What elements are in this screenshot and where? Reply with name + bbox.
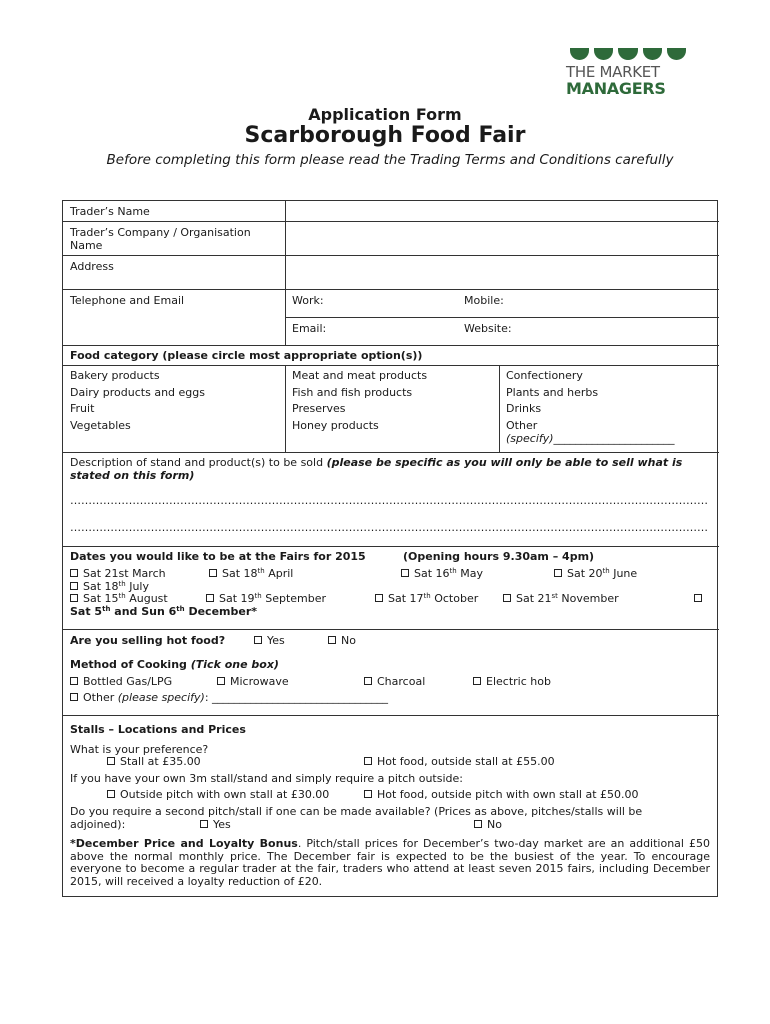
preference-question: What is your preference? [70, 743, 209, 756]
checkbox-icon [217, 677, 225, 685]
description-line-2[interactable]: ………………………………………………………………………………………………………………………………………………………… [70, 521, 708, 534]
food-option[interactable]: Vegetables [70, 419, 131, 432]
checkbox-icon [70, 693, 78, 701]
checkbox-icon [328, 636, 336, 644]
work-phone-label[interactable]: Work: [292, 294, 324, 307]
checkbox-icon [70, 594, 78, 602]
stalls-heading: Stalls – Locations and Prices [70, 723, 246, 736]
date-option-may[interactable]: Sat 16th May [401, 567, 483, 580]
instructions-note: Before completing this form please read the Trading Terms and Conditions carefully [106, 152, 674, 168]
checkbox-icon [364, 790, 372, 798]
hot-food-question: Are you selling hot food? [70, 634, 226, 647]
company-label: Trader’s Company / Organisation Name [70, 226, 251, 252]
telephone-email-label: Telephone and Email [70, 294, 185, 307]
own-stall-note: If you have your own 3m stall/stand and simply require a pitch outside: [70, 772, 463, 785]
food-option[interactable]: Preserves [292, 402, 346, 415]
food-option[interactable]: Honey products [292, 419, 379, 432]
description-line-1[interactable]: ………………………………………………………………………………………………………………………………………………………… [70, 494, 708, 507]
checkbox-icon [364, 757, 372, 765]
food-option[interactable]: Plants and herbs [506, 386, 599, 399]
opening-hours: (Opening hours 9.30am – 4pm) [403, 550, 595, 563]
date-option-oct[interactable]: Sat 17th October [375, 592, 478, 605]
cooking-method-label: Method of Cooking (Tick one box) [70, 658, 279, 671]
checkbox-icon [474, 820, 482, 828]
page-title: Scarborough Food Fair [244, 123, 526, 148]
hot-food-no[interactable]: No [328, 634, 356, 647]
food-option[interactable]: Bakery products [70, 369, 160, 382]
food-option[interactable]: Fish and fish products [292, 386, 413, 399]
date-option-jun[interactable]: Sat 20th June [554, 567, 637, 580]
food-option[interactable]: Dairy products and eggs [70, 386, 205, 399]
application-form [62, 200, 718, 897]
cooking-electric-hob[interactable]: Electric hob [473, 675, 551, 688]
checkbox-icon [209, 569, 217, 577]
stall-option-35[interactable]: Stall at £35.00 [107, 755, 201, 768]
date-option-dec-label: Sat 5th and Sun 6th December* [70, 605, 258, 618]
description-label: Description of stand and product(s) to be sold (please be specific as you will only be able to sell what is stated on this form) [70, 456, 683, 482]
date-option-dec-checkbox[interactable] [694, 592, 707, 605]
checkbox-icon [375, 594, 383, 602]
checkbox-icon [70, 677, 78, 685]
traders-name-label: Trader’s Name [70, 205, 150, 218]
checkbox-icon [107, 790, 115, 798]
checkbox-icon [364, 677, 372, 685]
address-label: Address [70, 260, 114, 273]
checkbox-icon [401, 569, 409, 577]
checkbox-icon [70, 582, 78, 590]
market-managers-logo [566, 48, 686, 104]
date-option-jul[interactable]: Sat 18th July [70, 580, 149, 593]
food-option[interactable]: Meat and meat products [292, 369, 428, 382]
traders-name-field[interactable] [286, 222, 718, 255]
food-option[interactable]: Confectionery [506, 369, 583, 382]
mobile-label[interactable]: Mobile: [464, 294, 504, 307]
awning-icon [570, 48, 686, 60]
company-field[interactable] [286, 256, 718, 289]
food-option[interactable]: Fruit [70, 402, 95, 415]
pitch-option-30[interactable]: Outside pitch with own stall at £30.00 [107, 788, 329, 801]
logo-text-line1: THE MARKET [566, 63, 660, 81]
food-option[interactable]: Other [506, 419, 538, 432]
stall-option-55[interactable]: Hot food, outside stall at £55.00 [364, 755, 555, 768]
food-option[interactable]: Drinks [506, 402, 542, 415]
checkbox-icon [503, 594, 511, 602]
date-option-mar[interactable]: Sat 21st March [70, 567, 166, 580]
checkbox-icon [254, 636, 262, 644]
food-category-heading: Food category (please circle most appropriate option(s)) [70, 349, 423, 362]
checkbox-icon [200, 820, 208, 828]
form-subtitle: Application Form [308, 105, 462, 124]
second-pitch-question: Do you require a second pitch/stall if one can be made available? (Prices as above, pitches/stalls will be [70, 805, 643, 818]
checkbox-icon [206, 594, 214, 602]
cooking-microwave[interactable]: Microwave [217, 675, 289, 688]
cooking-gas[interactable]: Bottled Gas/LPG [70, 675, 172, 688]
second-pitch-question-cont: adjoined): [70, 818, 126, 831]
date-option-apr[interactable]: Sat 18th April [209, 567, 293, 580]
checkbox-icon [554, 569, 562, 577]
checkbox-icon [70, 569, 78, 577]
date-option-sep[interactable]: Sat 19th September [206, 592, 326, 605]
checkbox-icon [473, 677, 481, 685]
cooking-other[interactable]: Other (please specify): ________________________________ [70, 691, 388, 704]
cooking-charcoal[interactable]: Charcoal [364, 675, 425, 688]
checkbox-icon [107, 757, 115, 765]
hot-food-yes[interactable]: Yes [254, 634, 285, 647]
email-label[interactable]: Email: [292, 322, 327, 335]
loyalty-bonus-note: *December Price and Loyalty Bonus. Pitch/stall prices for December’s two-day market are an additional £50 above the normal monthly price. The December fair is expected to be the busiest of the year. To encourage everyone to become a regular trader at the fair, traders who attend at least seven 2015 fairs, including December 2015, will received a loyalty reduction of £20. [70, 837, 710, 888]
date-option-nov[interactable]: Sat 21st November [503, 592, 619, 605]
other-specify-field[interactable]: (specify)______________________ [506, 432, 675, 445]
second-pitch-yes[interactable]: Yes [200, 818, 231, 831]
logo-text-line2: MANAGERS [566, 79, 666, 98]
pitch-option-50[interactable]: Hot food, outside pitch with own stall at £50.00 [364, 788, 639, 801]
website-label[interactable]: Website: [464, 322, 512, 335]
dates-heading: Dates you would like to be at the Fairs for 2015 [70, 550, 366, 563]
date-option-aug[interactable]: Sat 15th August [70, 592, 168, 605]
checkbox-icon [694, 594, 702, 602]
second-pitch-no[interactable]: No [474, 818, 502, 831]
